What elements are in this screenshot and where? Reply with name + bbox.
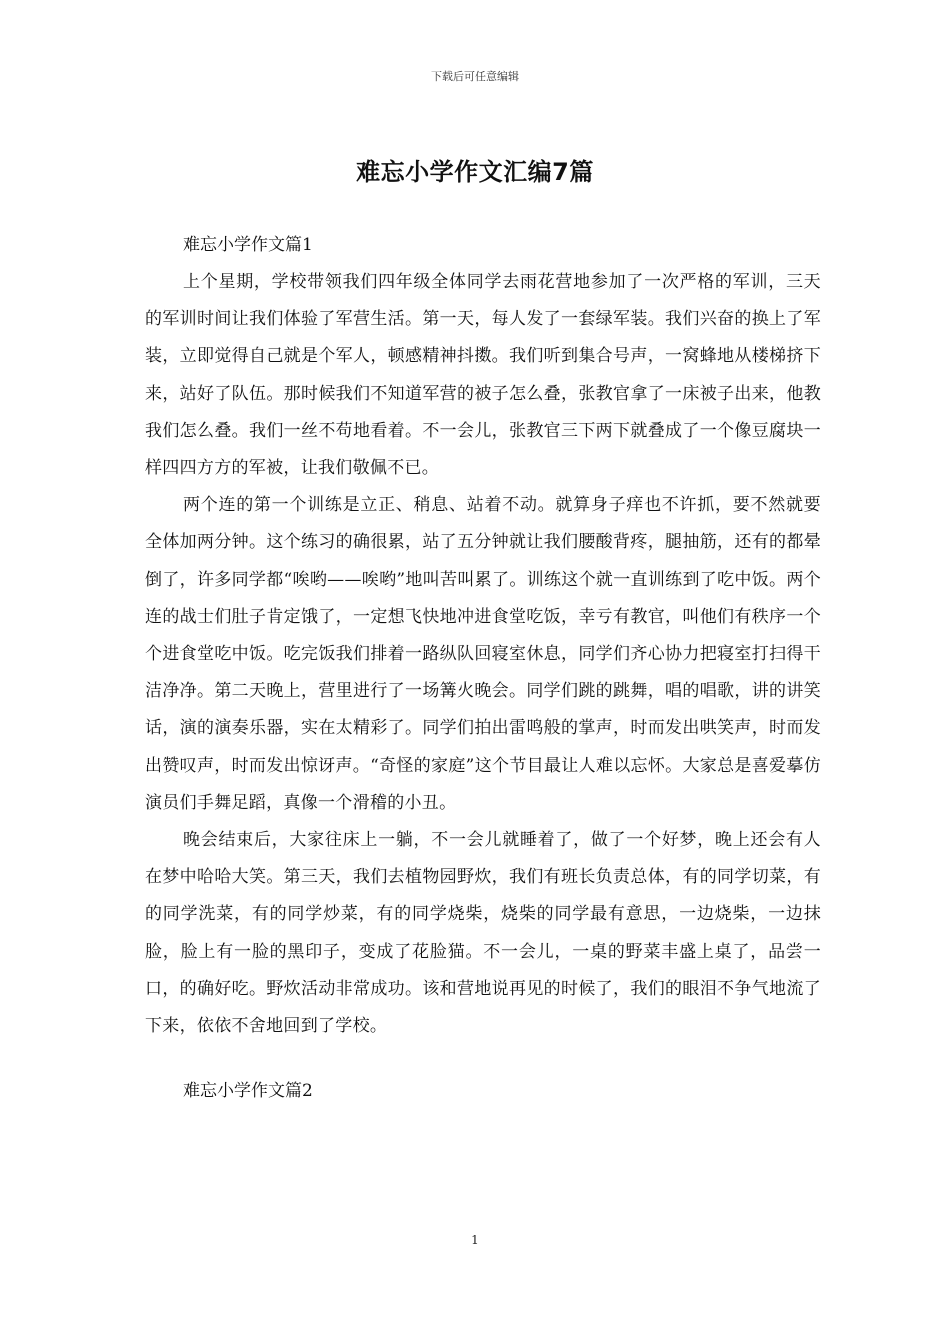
- section-heading: 难忘小学作文篇1: [183, 235, 313, 255]
- paragraph: 晚会结束后，大家往床上一躺，不一会儿就睡着了，做了一个好梦，晚上还会有人在梦中哈哈大笑。第三天，我们去植物园野炊，我们有班长负责总体，有的同学切菜，有的同学洗菜，有的同学炒菜，有的同学烧柴，烧柴的同学最有意思，一边烧柴，一边抹脸，脸上有一脸的黑印子，变成了花脸猫。不一会儿，一桌的野菜丰盛上桌了，品尝一口，的确好吃。野炊活动非常成功。该和营地说再见的时候了，我们的眼泪不争气地流了下来，依依不舍地回到了学校。: [145, 830, 821, 1037]
- section-spacer: [145, 1045, 821, 1073]
- document-body: [145, 227, 821, 1110]
- section-heading: 难忘小学作文篇2: [183, 1081, 313, 1102]
- page-number: 1: [471, 1233, 479, 1247]
- document-title: 难忘小学作文汇编7篇: [356, 158, 594, 186]
- page-header-note: 下载后可任意编辑: [431, 70, 519, 83]
- paragraph: 上个星期，学校带领我们四年级全体同学去雨花营地参加了一次严格的军训，三天的军训时间让我们体验了军营生活。第一天，每人发了一套绿军装。我们兴奋的换上了军装，立即觉得自己就是个军人，顿感精神抖擞。我们听到集合号声，一窝蜂地从楼梯挤下来，站好了队伍。那时候我们不知道军营的被子怎么叠，张教官拿了一床被子出来，他教我们怎么叠。我们一丝不苟地看着。不一会儿，张教官三下两下就叠成了一个像豆腐块一样四四方方的军被，让我们敬佩不已。: [145, 272, 821, 479]
- paragraph: 两个连的第一个训练是立正、稍息、站着不动。就算身子痒也不许抓，要不然就要全体加两分钟。这个练习的确很累，站了五分钟就让我们腰酸背疼，腿抽筋，还有的都晕倒了，许多同学都“唉哟——唉哟”地叫苦叫累了。训练这个就一直训练到了吃中饭。两个连的战士们肚子肯定饿了，一定想飞快地冲进食堂吃饭，幸亏有教官，叫他们有秩序一个个进食堂吃中饭。吃完饭我们排着一路纵队回寝室休息，同学们齐心协力把寝室打扫得干洁净净。第二天晚上，营里进行了一场篝火晚会。同学们跳的跳舞，唱的唱歌，讲的讲笑话，演的演奏乐器，实在太精彩了。同学们拍出雷鸣般的掌声，时而发出哄笑声，时而发出赞叹声，时而发出惊讶声。“奇怪的家庭”这个节目最让人难以忘怀。大家总是喜爱摹仿演员们手舞足蹈，真像一个滑稽的小丑。: [145, 495, 821, 813]
